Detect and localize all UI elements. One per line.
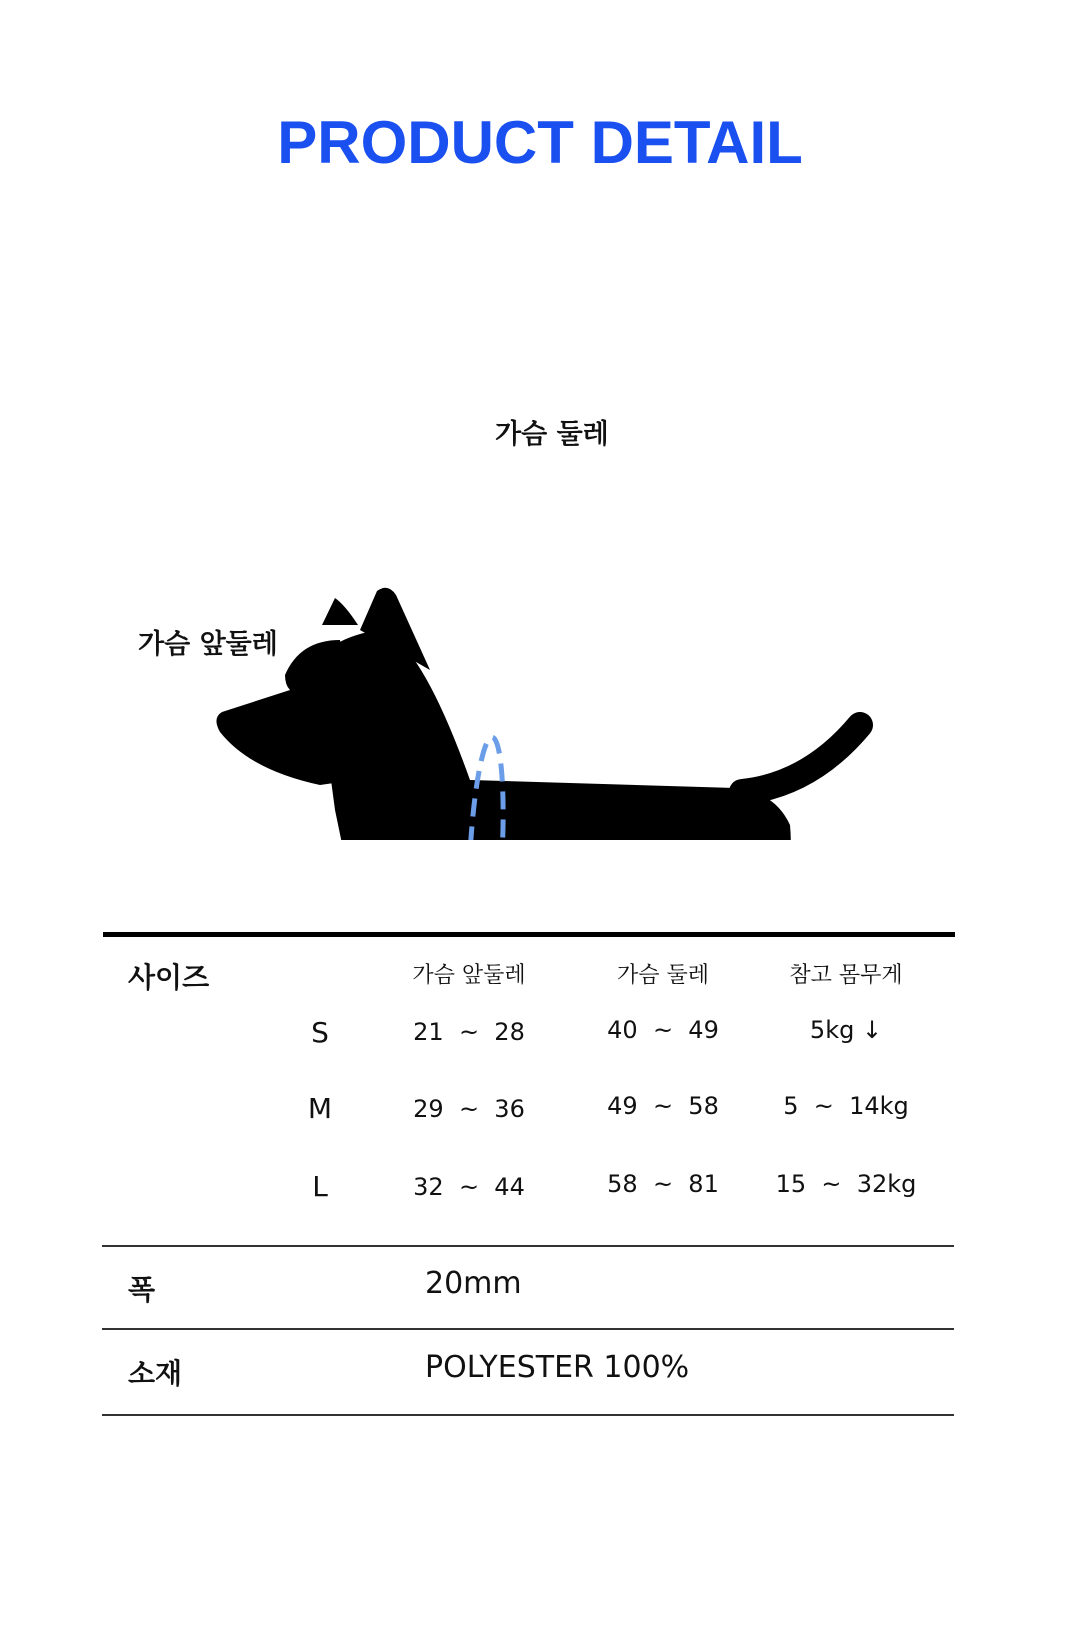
dog-silhouette-icon bbox=[0, 280, 1080, 840]
weight-value: 5kg ↓ bbox=[809, 1016, 883, 1044]
front-chest-value: 21 ~ 28 bbox=[413, 1018, 525, 1046]
chest-girth-label: 가슴 둘레 bbox=[495, 419, 609, 450]
divider bbox=[102, 1245, 954, 1247]
material-value: POLYESTER 100% bbox=[425, 1350, 690, 1385]
chest-value: 58 ~ 81 bbox=[607, 1170, 719, 1198]
weight-value: 5 ~ 14kg bbox=[783, 1092, 909, 1120]
weight-value: 15 ~ 32kg bbox=[775, 1170, 917, 1198]
dog-measurement-diagram bbox=[0, 280, 1080, 840]
width-value: 20mm bbox=[425, 1266, 522, 1301]
table-top-rule bbox=[103, 932, 955, 937]
width-label: 폭 bbox=[128, 1273, 156, 1306]
page-title: PRODUCT DETAIL bbox=[277, 109, 803, 176]
col-weight: 참고 몸무게 bbox=[789, 963, 903, 988]
front-chest-value: 29 ~ 36 bbox=[413, 1095, 525, 1123]
material-label: 소재 bbox=[128, 1357, 183, 1390]
col-chest: 가슴 둘레 bbox=[616, 963, 709, 988]
front-chest-label: 가슴 앞둘레 bbox=[138, 629, 278, 660]
chest-value: 49 ~ 58 bbox=[607, 1092, 719, 1120]
size-s: S bbox=[311, 1016, 329, 1049]
front-chest-value: 32 ~ 44 bbox=[413, 1173, 525, 1201]
col-front-chest: 가슴 앞둘레 bbox=[412, 963, 526, 988]
divider bbox=[102, 1328, 954, 1330]
divider bbox=[102, 1414, 954, 1416]
chest-value: 40 ~ 49 bbox=[607, 1016, 719, 1044]
size-l: L bbox=[312, 1170, 328, 1203]
size-m: M bbox=[307, 1092, 333, 1125]
size-section-label: 사이즈 bbox=[128, 961, 210, 994]
